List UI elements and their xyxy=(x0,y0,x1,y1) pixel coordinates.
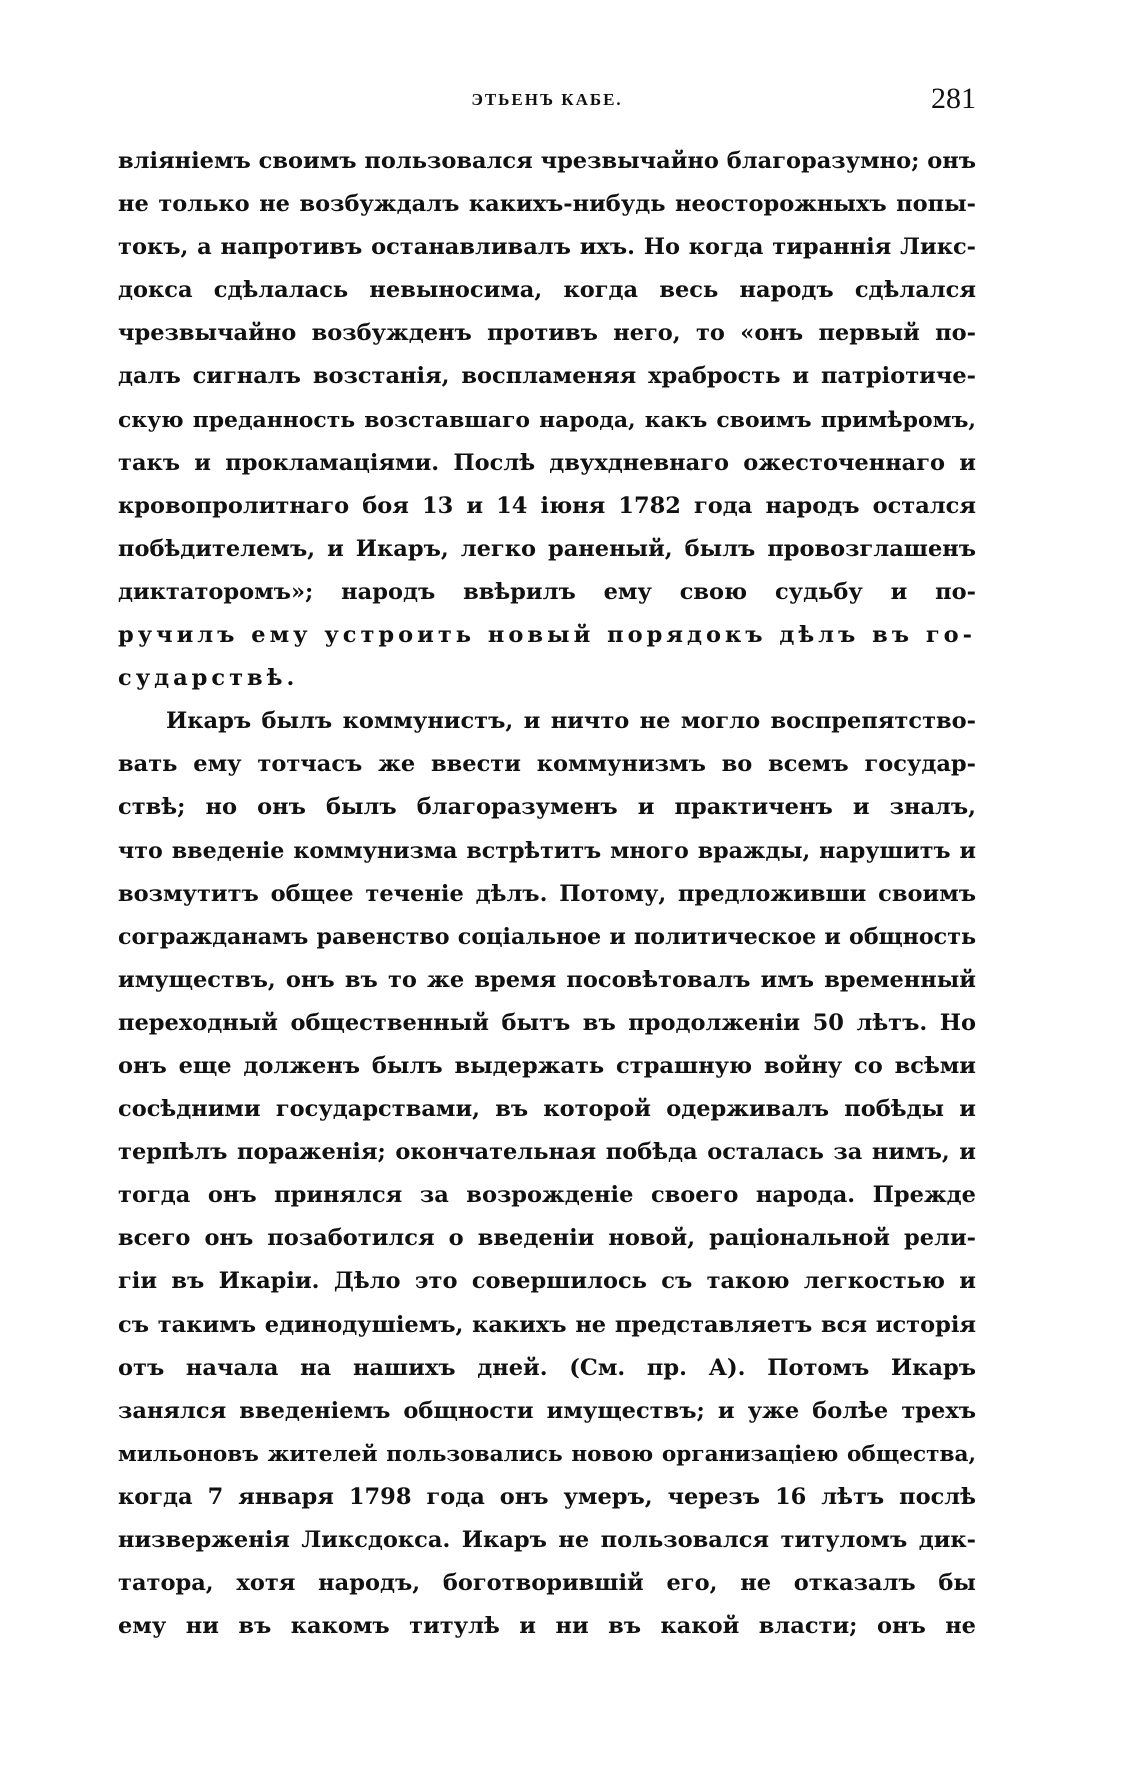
text-line: съ такимъ единодушіемъ, какихъ не представляетъ вся исторія xyxy=(118,1311,976,1338)
text-line: гіи въ Икаріи. Дѣло это совершилось съ такою легкостью и xyxy=(118,1268,976,1295)
text-line: имуществъ, онъ въ то же время посовѣтовалъ имъ временный xyxy=(118,966,976,993)
text-line: токъ, а напротивъ останавливалъ ихъ. Но когда тираннія Ликс- xyxy=(118,234,976,261)
text-line: не только не возбуждалъ какихъ-нибудь неосторожныхъ попы- xyxy=(118,191,976,218)
text-line: переходный общественный бытъ въ продолженіи 50 лѣтъ. Но xyxy=(118,1009,976,1036)
text-line: онъ еще долженъ былъ выдержать страшную войну со всѣми xyxy=(118,1052,976,1079)
text-line: когда 7 января 1798 года онъ умеръ, черезъ 16 лѣтъ послѣ xyxy=(118,1483,976,1510)
text-line: мильоновъ жителей пользовались новою организаціею общества, xyxy=(118,1441,976,1467)
text-line: низверженія Ликсдокса. Икаръ не пользовался титуломъ дик- xyxy=(118,1527,976,1553)
text-line: терпѣлъ пораженія; окончательная побѣда осталась за нимъ, и xyxy=(118,1139,976,1166)
text-line: сударствѣ. xyxy=(118,665,299,692)
text-line: побѣдителемъ, и Икаръ, легко раненый, былъ провозглашенъ xyxy=(118,535,976,562)
text-line: чрезвычайно возбужденъ противъ него, то «онъ первый по- xyxy=(118,320,976,347)
text-line: далъ сигналъ возстанія, воспламеняя храбрость и патріотиче- xyxy=(118,363,976,390)
text-line: всего онъ позаботился о введеніи новой, раціональной рели- xyxy=(118,1225,976,1252)
text-line: тогда онъ принялся за возрожденіе своего народа. Прежде xyxy=(118,1182,976,1209)
running-head: ЭТЬЕНЪ КАБЕ. xyxy=(471,90,623,109)
text-line: ручилъ ему устроить новый порядокъ дѣлъ въ го- xyxy=(118,622,976,649)
text-line: докса сдѣлалась невыносима, когда весь народъ сдѣлался xyxy=(118,277,976,304)
text-line: вать ему тотчасъ же ввести коммунизмъ во всемъ государ- xyxy=(118,751,976,778)
text-line: согражданамъ равенство соціальное и политическое и общность xyxy=(118,923,976,950)
text-line: Икаръ былъ коммунистъ, и ничто не могло воспрепятство- xyxy=(166,708,976,735)
text-line: ствѣ; но онъ былъ благоразуменъ и практиченъ и зналъ, xyxy=(118,794,976,821)
text-line: татора, хотя народъ, боготворившій его, не отказалъ бы xyxy=(118,1570,976,1597)
page-number: 281 xyxy=(931,82,976,115)
text-line: скую преданность возставшаго народа, какъ своимъ примѣромъ, xyxy=(118,406,976,433)
text-line: диктаторомъ»; народъ ввѣрилъ ему свою судьбу и по- xyxy=(118,578,976,605)
text-line: ему ни въ какомъ титулѣ и ни въ какой власти; онъ не xyxy=(118,1613,976,1640)
text-line: отъ начала на нашихъ дней. (См. пр. А). Потомъ Икаръ xyxy=(118,1354,976,1381)
text-line: кровопролитнаго боя 13 и 14 іюня 1782 года народъ остался xyxy=(118,492,976,519)
text-line: сосѣдними государствами, въ которой одерживалъ побѣды и xyxy=(118,1096,976,1123)
page-header xyxy=(118,82,976,122)
text-line: занялся введеніемъ общности имуществъ; и уже болѣе трехъ xyxy=(118,1397,976,1424)
text-line: такъ и прокламаціями. Послѣ двухдневнаго ожесточеннаго и xyxy=(118,449,976,476)
body-text xyxy=(118,140,976,1648)
text-line: вліяніемъ своимъ пользовался чрезвычайно благоразумно; онъ xyxy=(118,148,976,174)
text-line: что введеніе коммунизма встрѣтитъ много вражды, нарушитъ и xyxy=(118,837,976,864)
text-line: возмутитъ общее теченіе дѣлъ. Потому, предложивши своимъ xyxy=(118,880,976,907)
